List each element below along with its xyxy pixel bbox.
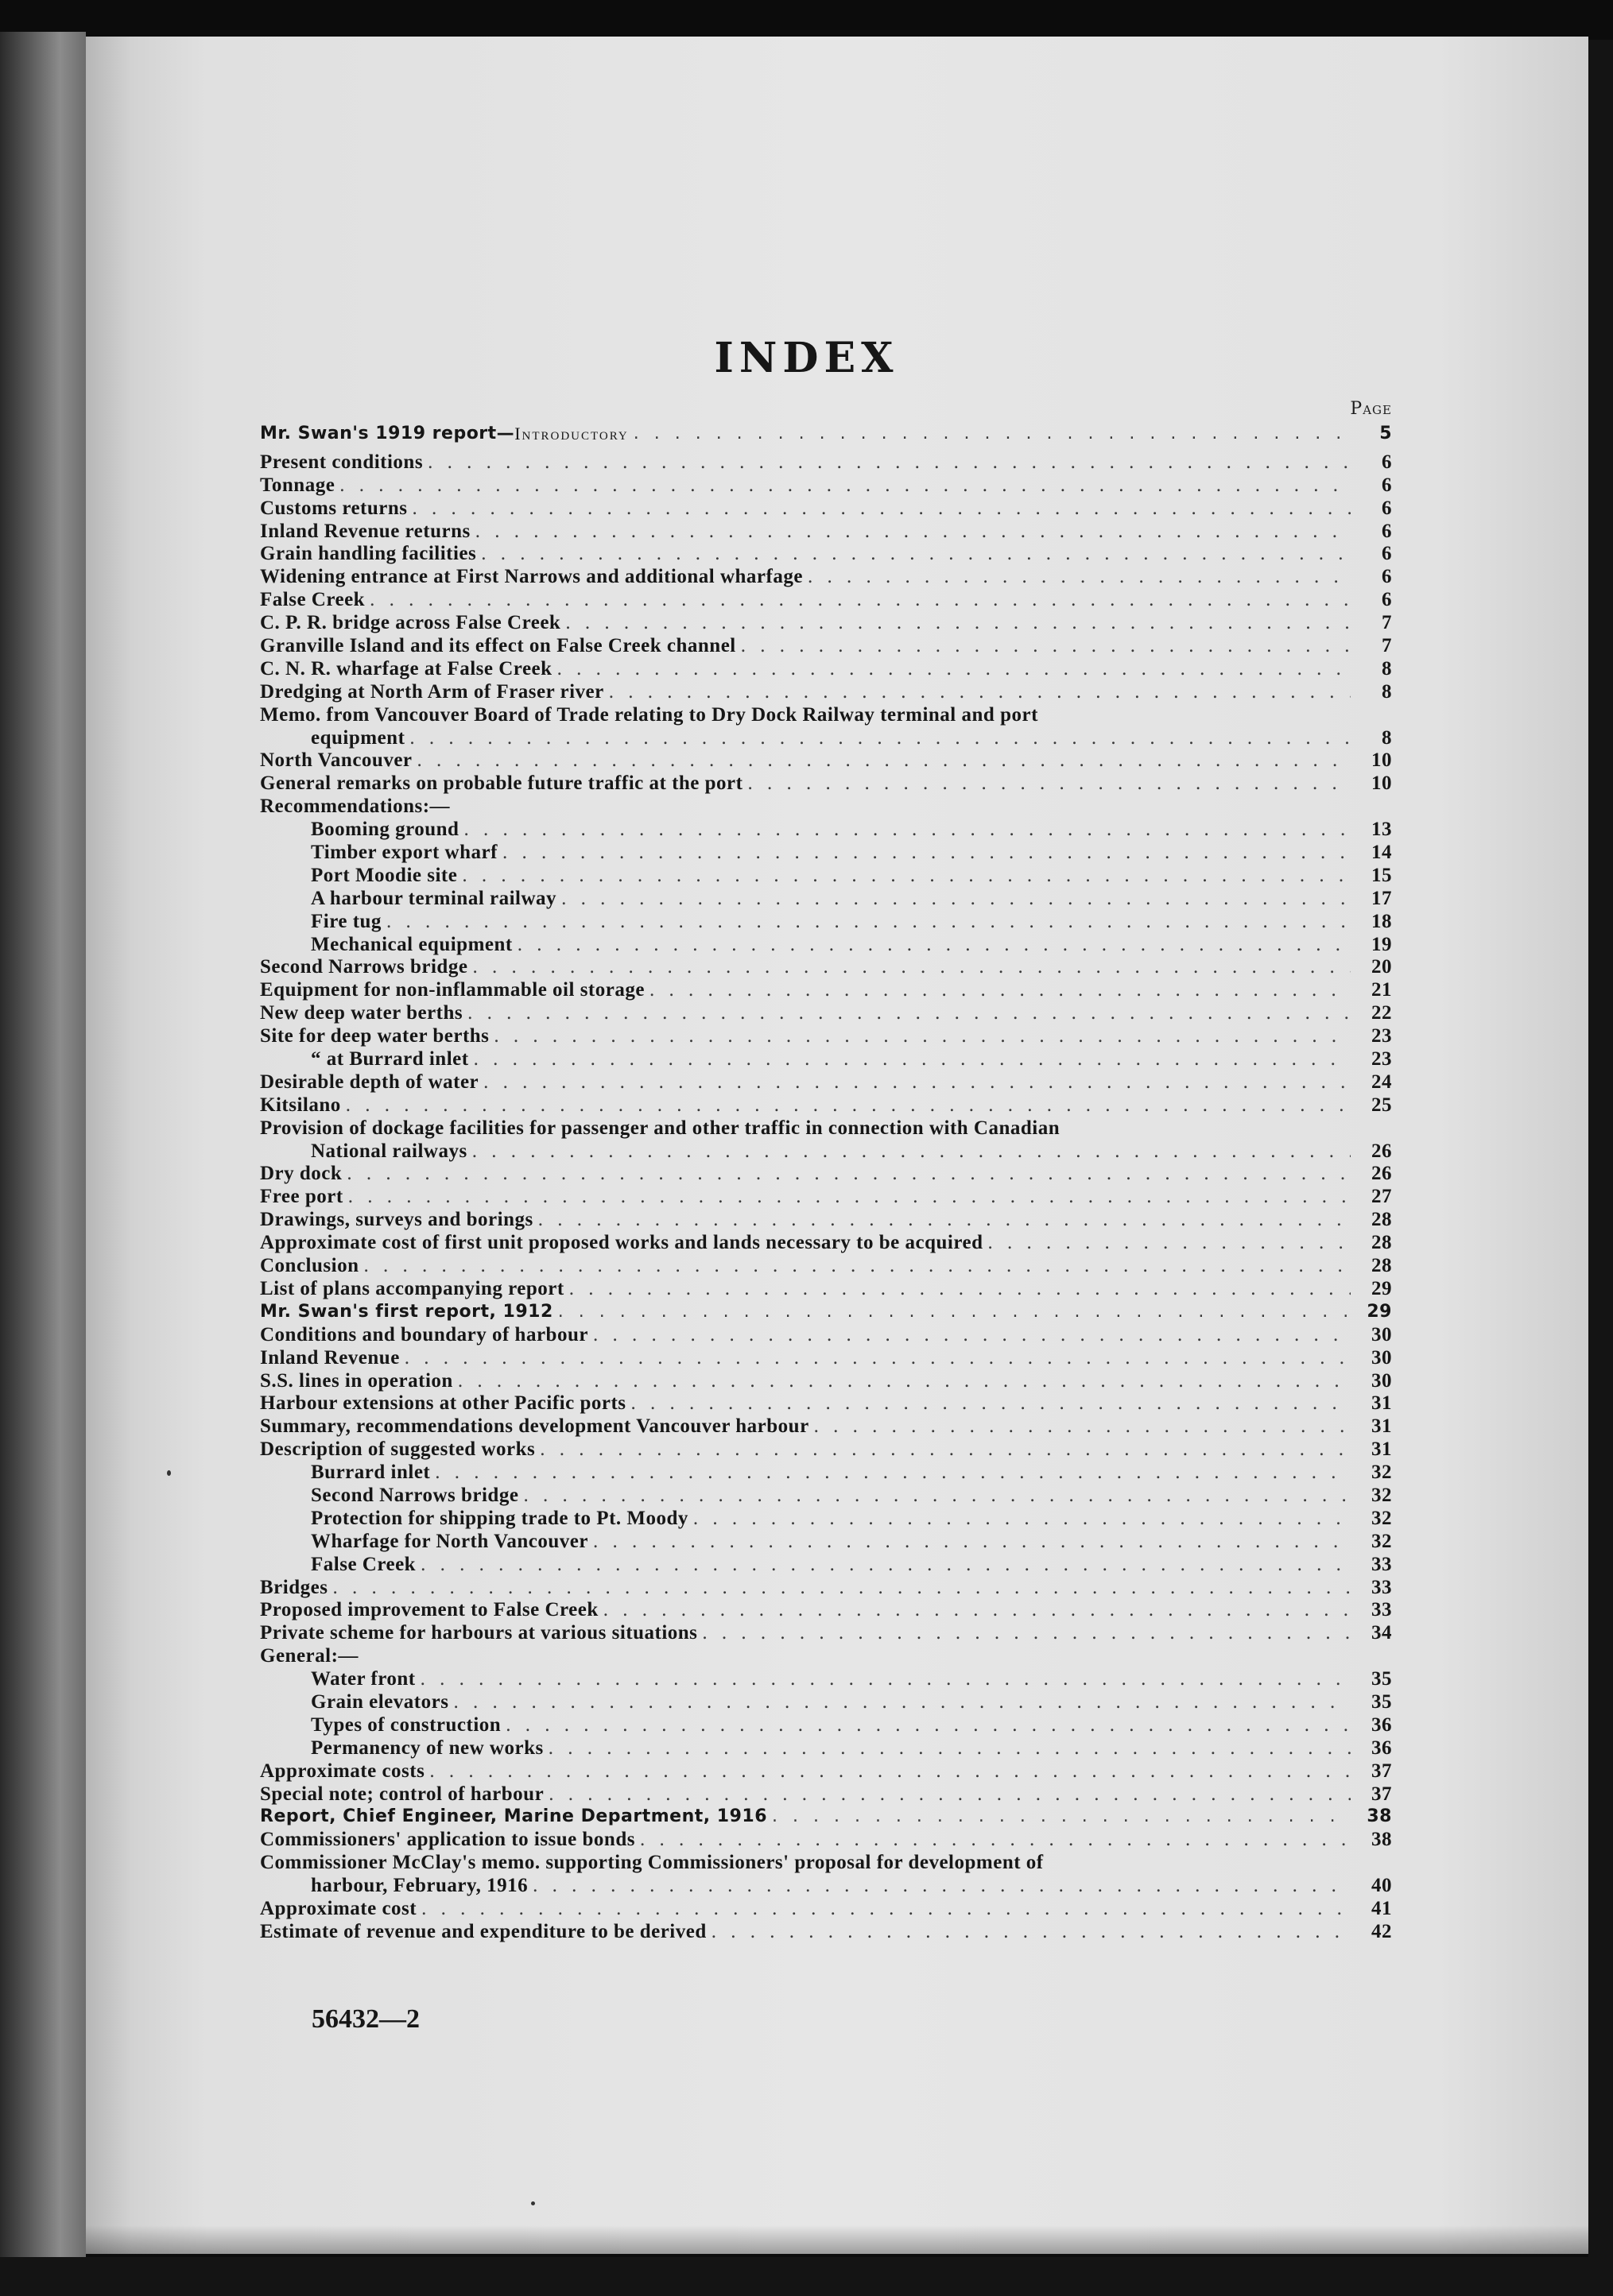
scan-border-top (0, 0, 1613, 40)
dot-leader (557, 658, 1351, 681)
index-entry-title: Conditions and boundary of harbour (260, 1323, 588, 1345)
index-entry-title: S.S. lines in operation (260, 1369, 453, 1392)
index-entry (260, 819, 1392, 842)
index-entry-page-number: 32 (1371, 1507, 1392, 1529)
index-entry-page-number: 6 (1382, 451, 1392, 473)
index-entry (260, 1324, 1392, 1347)
dot-leader (409, 727, 1351, 750)
index-entry-page-number: 23 (1371, 1048, 1392, 1071)
index-entry-title: Granville Island and its effect on False Creek channel (260, 635, 736, 656)
dot-leader (413, 498, 1351, 521)
index-entry (260, 1186, 1392, 1209)
index-entry-title: Dry dock (260, 1163, 343, 1185)
dot-leader (467, 1002, 1351, 1025)
index-entry (260, 1370, 1392, 1393)
index-entry (260, 1163, 1392, 1187)
index-entry (260, 1025, 1392, 1048)
dot-leader (435, 1462, 1351, 1485)
index-entry (260, 1508, 1392, 1531)
dot-leader (518, 934, 1351, 957)
index-entry-page-number: 26 (1371, 1140, 1392, 1162)
index-entry-page-number: 28 (1371, 1255, 1392, 1277)
printer-code: 56432—2 (312, 2004, 420, 2034)
index-entry-title: Burrard inlet (311, 1462, 431, 1484)
index-entry-page-number: 32 (1371, 1462, 1392, 1484)
index-entry-page-number: 32 (1371, 1530, 1392, 1552)
index-entry (260, 1485, 1392, 1508)
dot-leader (421, 1554, 1351, 1577)
dot-leader (405, 1347, 1351, 1370)
index-entry-page-number: 17 (1371, 887, 1392, 909)
index-entry-title: Second Narrows bridge (311, 1484, 519, 1506)
index-entry-title: Memo. from Vancouver Board of Trade relating to Dry Dock Railway terminal and port (260, 703, 1038, 726)
index-entry (260, 842, 1392, 865)
index-list (260, 423, 1392, 1944)
dot-leader (569, 1278, 1351, 1301)
dot-leader (339, 474, 1351, 498)
dot-leader (386, 911, 1351, 934)
index-entry-title: Grain handling facilities (260, 543, 477, 565)
dot-leader (347, 1163, 1351, 1186)
index-entry-title: List of plans accompanying report (260, 1277, 564, 1299)
index-entry-title: Booming ground (311, 819, 459, 841)
index-entry-page-number: 37 (1371, 1783, 1392, 1805)
index-entry-title: Free port (260, 1186, 343, 1208)
index-entry (260, 658, 1392, 681)
dot-leader (603, 1599, 1351, 1622)
index-entry-title: Summary, recommendations development Vancouver harbour (260, 1415, 809, 1438)
index-entry (260, 727, 1392, 750)
index-entry (260, 1301, 1392, 1324)
index-entry-page-number: 24 (1371, 1071, 1392, 1093)
index-entry-page-number: 6 (1382, 474, 1392, 496)
dot-leader (609, 681, 1351, 704)
index-entry-title: Types of construction (311, 1713, 502, 1736)
index-entry (260, 1048, 1392, 1071)
index-entry (260, 911, 1392, 934)
index-entry-page-number: 30 (1371, 1323, 1392, 1345)
index-entry (260, 1783, 1392, 1806)
dot-leader (649, 979, 1351, 1002)
index-entry-page-number: 31 (1371, 1415, 1392, 1438)
index-entry-title: Mechanical equipment (311, 933, 513, 955)
index-entry-page-number: 30 (1371, 1369, 1392, 1392)
page-bottom-shadow (86, 2225, 1588, 2257)
dot-leader (502, 842, 1351, 865)
dot-leader (549, 1783, 1351, 1806)
dot-leader (533, 1875, 1351, 1898)
dot-leader (346, 1094, 1351, 1117)
index-entry (260, 1347, 1392, 1370)
dot-leader (417, 749, 1351, 772)
dot-leader (463, 819, 1351, 842)
index-entry-page-number: 34 (1371, 1622, 1392, 1644)
index-entry (260, 1898, 1392, 1921)
index-entry-page-number: 27 (1371, 1186, 1392, 1208)
dot-leader (538, 1209, 1351, 1232)
dot-leader (523, 1485, 1351, 1508)
index-entry (260, 1737, 1392, 1760)
dot-leader (747, 772, 1351, 796)
dot-leader (370, 589, 1351, 612)
index-entry (260, 888, 1392, 911)
dot-leader (421, 1898, 1351, 1921)
index-entry (260, 1415, 1392, 1438)
index-entry (260, 451, 1392, 474)
index-entry (260, 1094, 1392, 1117)
index-entry-title: Water front (311, 1668, 416, 1690)
index-entry (260, 635, 1392, 658)
dot-leader (772, 1806, 1351, 1829)
index-entry-page-number: 31 (1371, 1438, 1392, 1461)
index-entry (260, 1232, 1392, 1255)
index-entry-page-number: 25 (1371, 1094, 1392, 1116)
index-entry-title: Inland Revenue returns (260, 520, 471, 542)
index-entry (260, 1760, 1392, 1783)
index-entry-title: Approximate cost of first unit proposed works and lands necessary to be acquired (260, 1232, 983, 1254)
index-entry (260, 1462, 1392, 1485)
index-entry-page-number: 38 (1367, 1806, 1392, 1827)
index-entry (260, 589, 1392, 612)
dot-leader (814, 1415, 1351, 1438)
dot-leader (481, 543, 1351, 566)
dot-leader (593, 1324, 1351, 1347)
index-entry-title: False Creek (260, 589, 366, 611)
index-entry-page-number: 23 (1371, 1025, 1392, 1047)
index-entry-title: C. P. R. bridge across False Creek (260, 612, 561, 634)
index-entry (260, 956, 1392, 979)
index-entry (260, 1117, 1392, 1140)
index-entry-page-number: 30 (1371, 1346, 1392, 1369)
index-entry-title: Wharfage for North Vancouver (311, 1530, 588, 1552)
index-entry-page-number: 37 (1371, 1760, 1392, 1782)
index-entry (260, 543, 1392, 566)
index-entry-page-number: 7 (1382, 635, 1392, 656)
index-entry-title: Widening entrance at First Narrows and additional wharfage (260, 566, 803, 588)
index-entry (260, 1829, 1392, 1852)
index-entry-title: Port Moodie site (311, 864, 458, 886)
index-entry-title: “ at Burrard inlet (311, 1048, 469, 1071)
index-entry (260, 1577, 1392, 1600)
index-entry (260, 1209, 1392, 1232)
index-entry-title: Protection for shipping trade to Pt. Moody (311, 1507, 688, 1529)
index-entry (260, 979, 1392, 1002)
index-entry-title: C. N. R. wharfage at False Creek (260, 657, 553, 680)
dot-leader (429, 1760, 1351, 1783)
index-entry-title: Proposed improvement to False Creek (260, 1599, 599, 1621)
index-entry-title: False Creek (311, 1553, 417, 1575)
index-entry (260, 1599, 1392, 1622)
dot-leader (332, 1577, 1351, 1600)
dot-leader (475, 521, 1351, 544)
index-entry-page-number: 14 (1371, 842, 1392, 864)
index-entry (260, 934, 1392, 957)
dot-leader (561, 888, 1351, 911)
index-entry-title: General remarks on probable future traffic at the port (260, 772, 743, 795)
index-entry-page-number: 36 (1371, 1713, 1392, 1736)
index-entry (260, 1875, 1392, 1898)
index-entry (260, 796, 1392, 819)
index-entry (260, 749, 1392, 772)
index-entry (260, 474, 1392, 498)
dot-leader (712, 1921, 1351, 1944)
index-entry-page-number: 20 (1371, 956, 1392, 978)
index-entry-title: New deep water berths (260, 1002, 463, 1024)
index-entry (260, 612, 1392, 635)
index-entry-title: Second Narrows bridge (260, 956, 468, 978)
index-entry-page-number: 10 (1371, 772, 1392, 795)
dot-leader (741, 635, 1351, 658)
dot-leader (458, 1370, 1351, 1393)
index-entry-page-number: 8 (1382, 680, 1392, 703)
index-entry (260, 1278, 1392, 1301)
index-entry (260, 1691, 1392, 1714)
index-entry-title: Equipment for non-inflammable oil storage (260, 979, 645, 1001)
index-entry-title: Description of suggested works (260, 1438, 536, 1461)
dot-leader (549, 1737, 1351, 1760)
index-entry-page-number: 38 (1371, 1829, 1392, 1851)
index-entry-page-number: 29 (1367, 1301, 1392, 1322)
index-entry-title: equipment (311, 726, 405, 749)
index-entry-page-number: 6 (1382, 520, 1392, 542)
dot-leader (363, 1255, 1351, 1278)
dot-leader (558, 1301, 1351, 1324)
index-entry-title: Timber export wharf (311, 842, 498, 864)
index-entry (260, 865, 1392, 888)
index-entry-title: Dredging at North Arm of Fraser river (260, 680, 604, 703)
dot-leader (506, 1714, 1351, 1737)
index-entry (260, 772, 1392, 796)
index-entry-title: Approximate costs (260, 1760, 425, 1782)
index-entry-page-number: 29 (1371, 1277, 1392, 1299)
index-entry (260, 1531, 1392, 1554)
dot-leader (808, 566, 1351, 589)
index-entry (260, 1668, 1392, 1691)
index-entry-page-number: 33 (1371, 1553, 1392, 1575)
index-entry (260, 1622, 1392, 1645)
index-entry-page-number: 21 (1371, 979, 1392, 1001)
page-column-heading: Page (1350, 399, 1392, 419)
index-entry-page-number: 18 (1371, 910, 1392, 932)
index-entry-page-number: 10 (1371, 749, 1392, 772)
index-entry (260, 1002, 1392, 1025)
index-entry-page-number: 33 (1371, 1576, 1392, 1598)
dot-leader (640, 1829, 1351, 1852)
index-entry-title: North Vancouver (260, 749, 413, 772)
index-entry (260, 704, 1392, 727)
index-entry-title: Recommendations:— (260, 796, 451, 818)
index-entry (260, 498, 1392, 521)
dot-leader (472, 956, 1351, 979)
index-entry-title: Grain elevators (311, 1690, 449, 1713)
index-entry-page-number: 33 (1371, 1599, 1392, 1621)
index-entry-title: Harbour extensions at other Pacific ports (260, 1392, 626, 1415)
index-entry-page-number: 40 (1371, 1875, 1392, 1897)
scan-speck (167, 1470, 171, 1476)
index-entry-page-number: 6 (1382, 497, 1392, 519)
dot-leader (474, 1048, 1351, 1071)
index-title: INDEX (714, 334, 899, 382)
index-entry-title: Tonnage (260, 474, 335, 496)
index-entry (260, 1645, 1392, 1668)
index-entry-title: Mr. Swan's 1919 report— (260, 423, 515, 443)
index-entry-title: A harbour terminal railway (311, 887, 557, 909)
index-entry-page-number: 42 (1371, 1920, 1392, 1942)
index-entry-page-number: 13 (1371, 819, 1392, 841)
index-entry (260, 1071, 1392, 1094)
index-entry-title: Kitsilano (260, 1094, 341, 1116)
index-entry-page-number: 32 (1371, 1484, 1392, 1506)
dot-leader (565, 612, 1351, 635)
index-entry-page-number: 26 (1371, 1163, 1392, 1185)
index-entry-title: Inland Revenue (260, 1346, 400, 1369)
index-entry-title: harbour, February, 1916 (311, 1875, 529, 1897)
dot-leader (348, 1186, 1351, 1209)
index-entry-title: Drawings, surveys and borings (260, 1209, 533, 1231)
index-entry-title: Mr. Swan's first report, 1912 (260, 1301, 553, 1322)
index-entry-title: Report, Chief Engineer, Marine Department, 1916 (260, 1806, 768, 1827)
index-entry-title: Commissioner McClay's memo. supporting Commissioners' proposal for development of (260, 1852, 1044, 1874)
index-entry-title: Special note; control of harbour (260, 1783, 545, 1805)
dot-leader (462, 865, 1351, 888)
scan-speck (531, 2201, 535, 2205)
index-entry-title: Provision of dockage facilities for passenger and other traffic in connection with Canadian (260, 1117, 1060, 1139)
index-entry-page-number: 8 (1382, 726, 1392, 749)
index-entry-page-number: 36 (1371, 1737, 1392, 1759)
index-entry-title: Private scheme for harbours at various situations (260, 1622, 698, 1644)
dot-leader (540, 1438, 1351, 1462)
index-entry-page-number: 28 (1371, 1209, 1392, 1231)
index-entry-page-number: 19 (1371, 933, 1392, 955)
index-entry-title: Commissioners' application to issue bonds (260, 1829, 635, 1851)
index-entry-page-number: 6 (1382, 589, 1392, 611)
index-entry-title: Customs returns (260, 497, 408, 519)
index-entry (260, 1714, 1392, 1737)
index-entry-page-number: 8 (1382, 657, 1392, 680)
index-entry-page-number: 5 (1379, 423, 1392, 443)
index-entry-page-number: 15 (1371, 864, 1392, 886)
index-entry-page-number: 28 (1371, 1232, 1392, 1254)
dot-leader (494, 1025, 1351, 1048)
index-entry-title: Fire tug (311, 910, 382, 932)
index-entry-page-number: 41 (1371, 1897, 1392, 1919)
index-entry-page-number: 6 (1382, 566, 1392, 588)
dot-leader (988, 1232, 1351, 1255)
index-entry-title: Approximate cost (260, 1897, 417, 1919)
dot-leader (631, 1392, 1351, 1415)
dot-leader (634, 423, 1351, 446)
index-entry-subtitle: Introductory (514, 423, 629, 443)
index-entry-page-number: 35 (1371, 1668, 1392, 1690)
index-entry (260, 521, 1392, 544)
index-entry (260, 566, 1392, 589)
index-entry (260, 1806, 1392, 1829)
index-entry-title: Estimate of revenue and expenditure to be derived (260, 1920, 707, 1942)
index-entry-title: General:— (260, 1645, 359, 1667)
index-entry-title: Conclusion (260, 1255, 359, 1277)
dot-leader (428, 451, 1351, 474)
index-entry (260, 1140, 1392, 1163)
dot-leader (472, 1140, 1351, 1163)
dot-leader (483, 1071, 1351, 1094)
dot-leader (702, 1622, 1351, 1645)
index-entry (260, 423, 1392, 446)
index-entry-page-number: 22 (1371, 1002, 1392, 1024)
index-entry (260, 1392, 1392, 1415)
index-entry-page-number: 35 (1371, 1690, 1392, 1713)
index-entry (260, 1554, 1392, 1577)
index-entry-page-number: 7 (1382, 612, 1392, 634)
index-entry-title: Present conditions (260, 451, 424, 473)
index-entry (260, 1852, 1392, 1875)
index-entry (260, 681, 1392, 704)
index-entry-title: Site for deep water berths (260, 1025, 490, 1047)
dot-leader (453, 1691, 1351, 1714)
index-entry-title: Desirable depth of water (260, 1071, 479, 1093)
index-entry-title: Permanency of new works (311, 1737, 544, 1759)
index-entry-title: Bridges (260, 1576, 328, 1598)
index-entry-title: National railways (311, 1140, 467, 1162)
index-entry-page-number: 31 (1371, 1392, 1392, 1415)
index-entry-page-number: 6 (1382, 543, 1392, 565)
index-entry (260, 1921, 1392, 1944)
index-entry (260, 1255, 1392, 1278)
dot-leader (421, 1668, 1351, 1691)
dot-leader (593, 1531, 1351, 1554)
dot-leader (693, 1508, 1351, 1531)
index-entry (260, 1438, 1392, 1462)
